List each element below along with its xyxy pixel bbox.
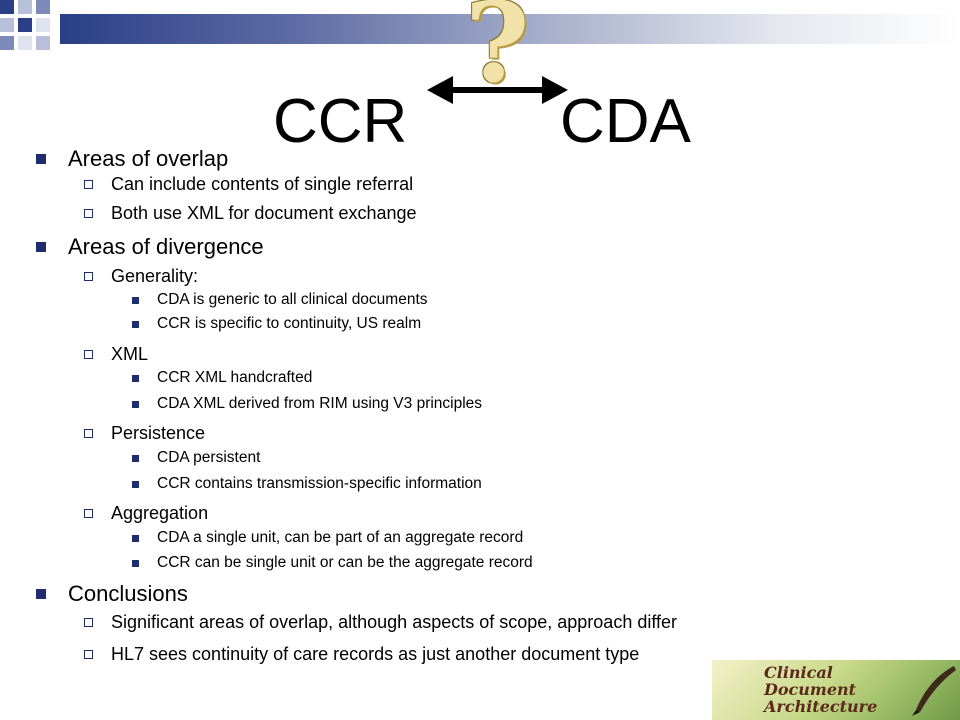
square-bullet-icon: [132, 375, 139, 382]
bullet-item-level-3: [132, 291, 428, 309]
bullet-text: XML: [111, 344, 149, 364]
logo-text: [764, 664, 877, 715]
bullet-text: CCR contains transmission-specific information: [157, 475, 482, 492]
bullet-text: HL7 sees continuity of care records as just another document type: [111, 644, 640, 664]
bullet-item-level-2: [84, 503, 208, 524]
quill-pen-icon: [908, 664, 958, 718]
bullet-text: Significant areas of overlap, although aspects of scope, approach differ: [111, 612, 678, 632]
hollow-square-bullet-icon: [84, 429, 93, 438]
bullet-text: CCR XML handcrafted: [157, 369, 313, 386]
hollow-square-bullet-icon: [84, 209, 93, 218]
bullet-item-level-3: [132, 475, 482, 493]
hollow-square-bullet-icon: [84, 180, 93, 189]
bullet-item-level-2: [84, 644, 639, 665]
bullet-item-level-1: [36, 234, 264, 260]
bullet-item-level-2: [84, 266, 198, 287]
bullet-item-level-1: [36, 581, 188, 607]
square-bullet-icon: [132, 481, 139, 488]
question-mark: ?: [465, 0, 530, 107]
hollow-square-bullet-icon: [84, 350, 93, 359]
square-bullet-icon: [132, 401, 139, 408]
square-bullet-icon: [132, 535, 139, 542]
square-bullet-icon: [132, 297, 139, 304]
bullet-item-level-3: [132, 315, 421, 333]
bullet-item-level-3: [132, 554, 533, 572]
bullet-text: Areas of divergence: [68, 234, 264, 259]
bullet-item-level-2: [84, 612, 677, 633]
square-bullet-icon: [36, 242, 46, 252]
bullet-item-level-1: [36, 146, 228, 172]
square-bullet-icon: [132, 560, 139, 567]
cda-logo: [712, 660, 960, 720]
hollow-square-bullet-icon: [84, 509, 93, 518]
hollow-square-bullet-icon: [84, 618, 93, 627]
bullet-item-level-2: [84, 203, 417, 224]
bullet-text: Aggregation: [111, 503, 209, 523]
bullet-text: CDA a single unit, can be part of an aggregate record: [157, 529, 524, 546]
bullet-item-level-3: [132, 369, 312, 387]
bullet-text: CDA is generic to all clinical documents: [157, 291, 428, 308]
bullet-text: CCR can be single unit or can be the aggregate record: [157, 554, 533, 571]
logo-line-3: Architecture: [764, 697, 878, 716]
title-ccr: CCR: [273, 87, 408, 156]
bullet-text: Areas of overlap: [68, 146, 229, 171]
square-bullet-icon: [132, 321, 139, 328]
square-bullet-icon: [36, 154, 46, 164]
bullet-text: CDA XML derived from RIM using V3 principles: [157, 395, 483, 412]
bullet-item-level-2: [84, 344, 148, 365]
logo-line-2: Document: [764, 680, 857, 699]
bullet-item-level-3: [132, 395, 482, 413]
square-bullet-icon: [36, 589, 46, 599]
bullet-text: CCR is specific to continuity, US realm: [157, 315, 422, 332]
bullet-text: CDA persistent: [157, 449, 261, 466]
bullet-text: Generality:: [111, 266, 199, 286]
bullet-item-level-2: [84, 174, 413, 195]
title-cda: CDA: [560, 87, 691, 156]
bullet-text: Can include contents of single referral: [111, 174, 414, 194]
square-bullet-icon: [132, 455, 139, 462]
bullet-text: Conclusions: [68, 581, 188, 606]
bullet-item-level-3: [132, 529, 523, 547]
bullet-text: Both use XML for document exchange: [111, 203, 417, 223]
hollow-square-bullet-icon: [84, 272, 93, 281]
logo-line-1: Clinical: [764, 663, 833, 682]
hollow-square-bullet-icon: [84, 650, 93, 659]
bullet-item-level-2: [84, 423, 205, 444]
bullet-text: Persistence: [111, 423, 206, 443]
bullet-item-level-3: [132, 449, 260, 467]
